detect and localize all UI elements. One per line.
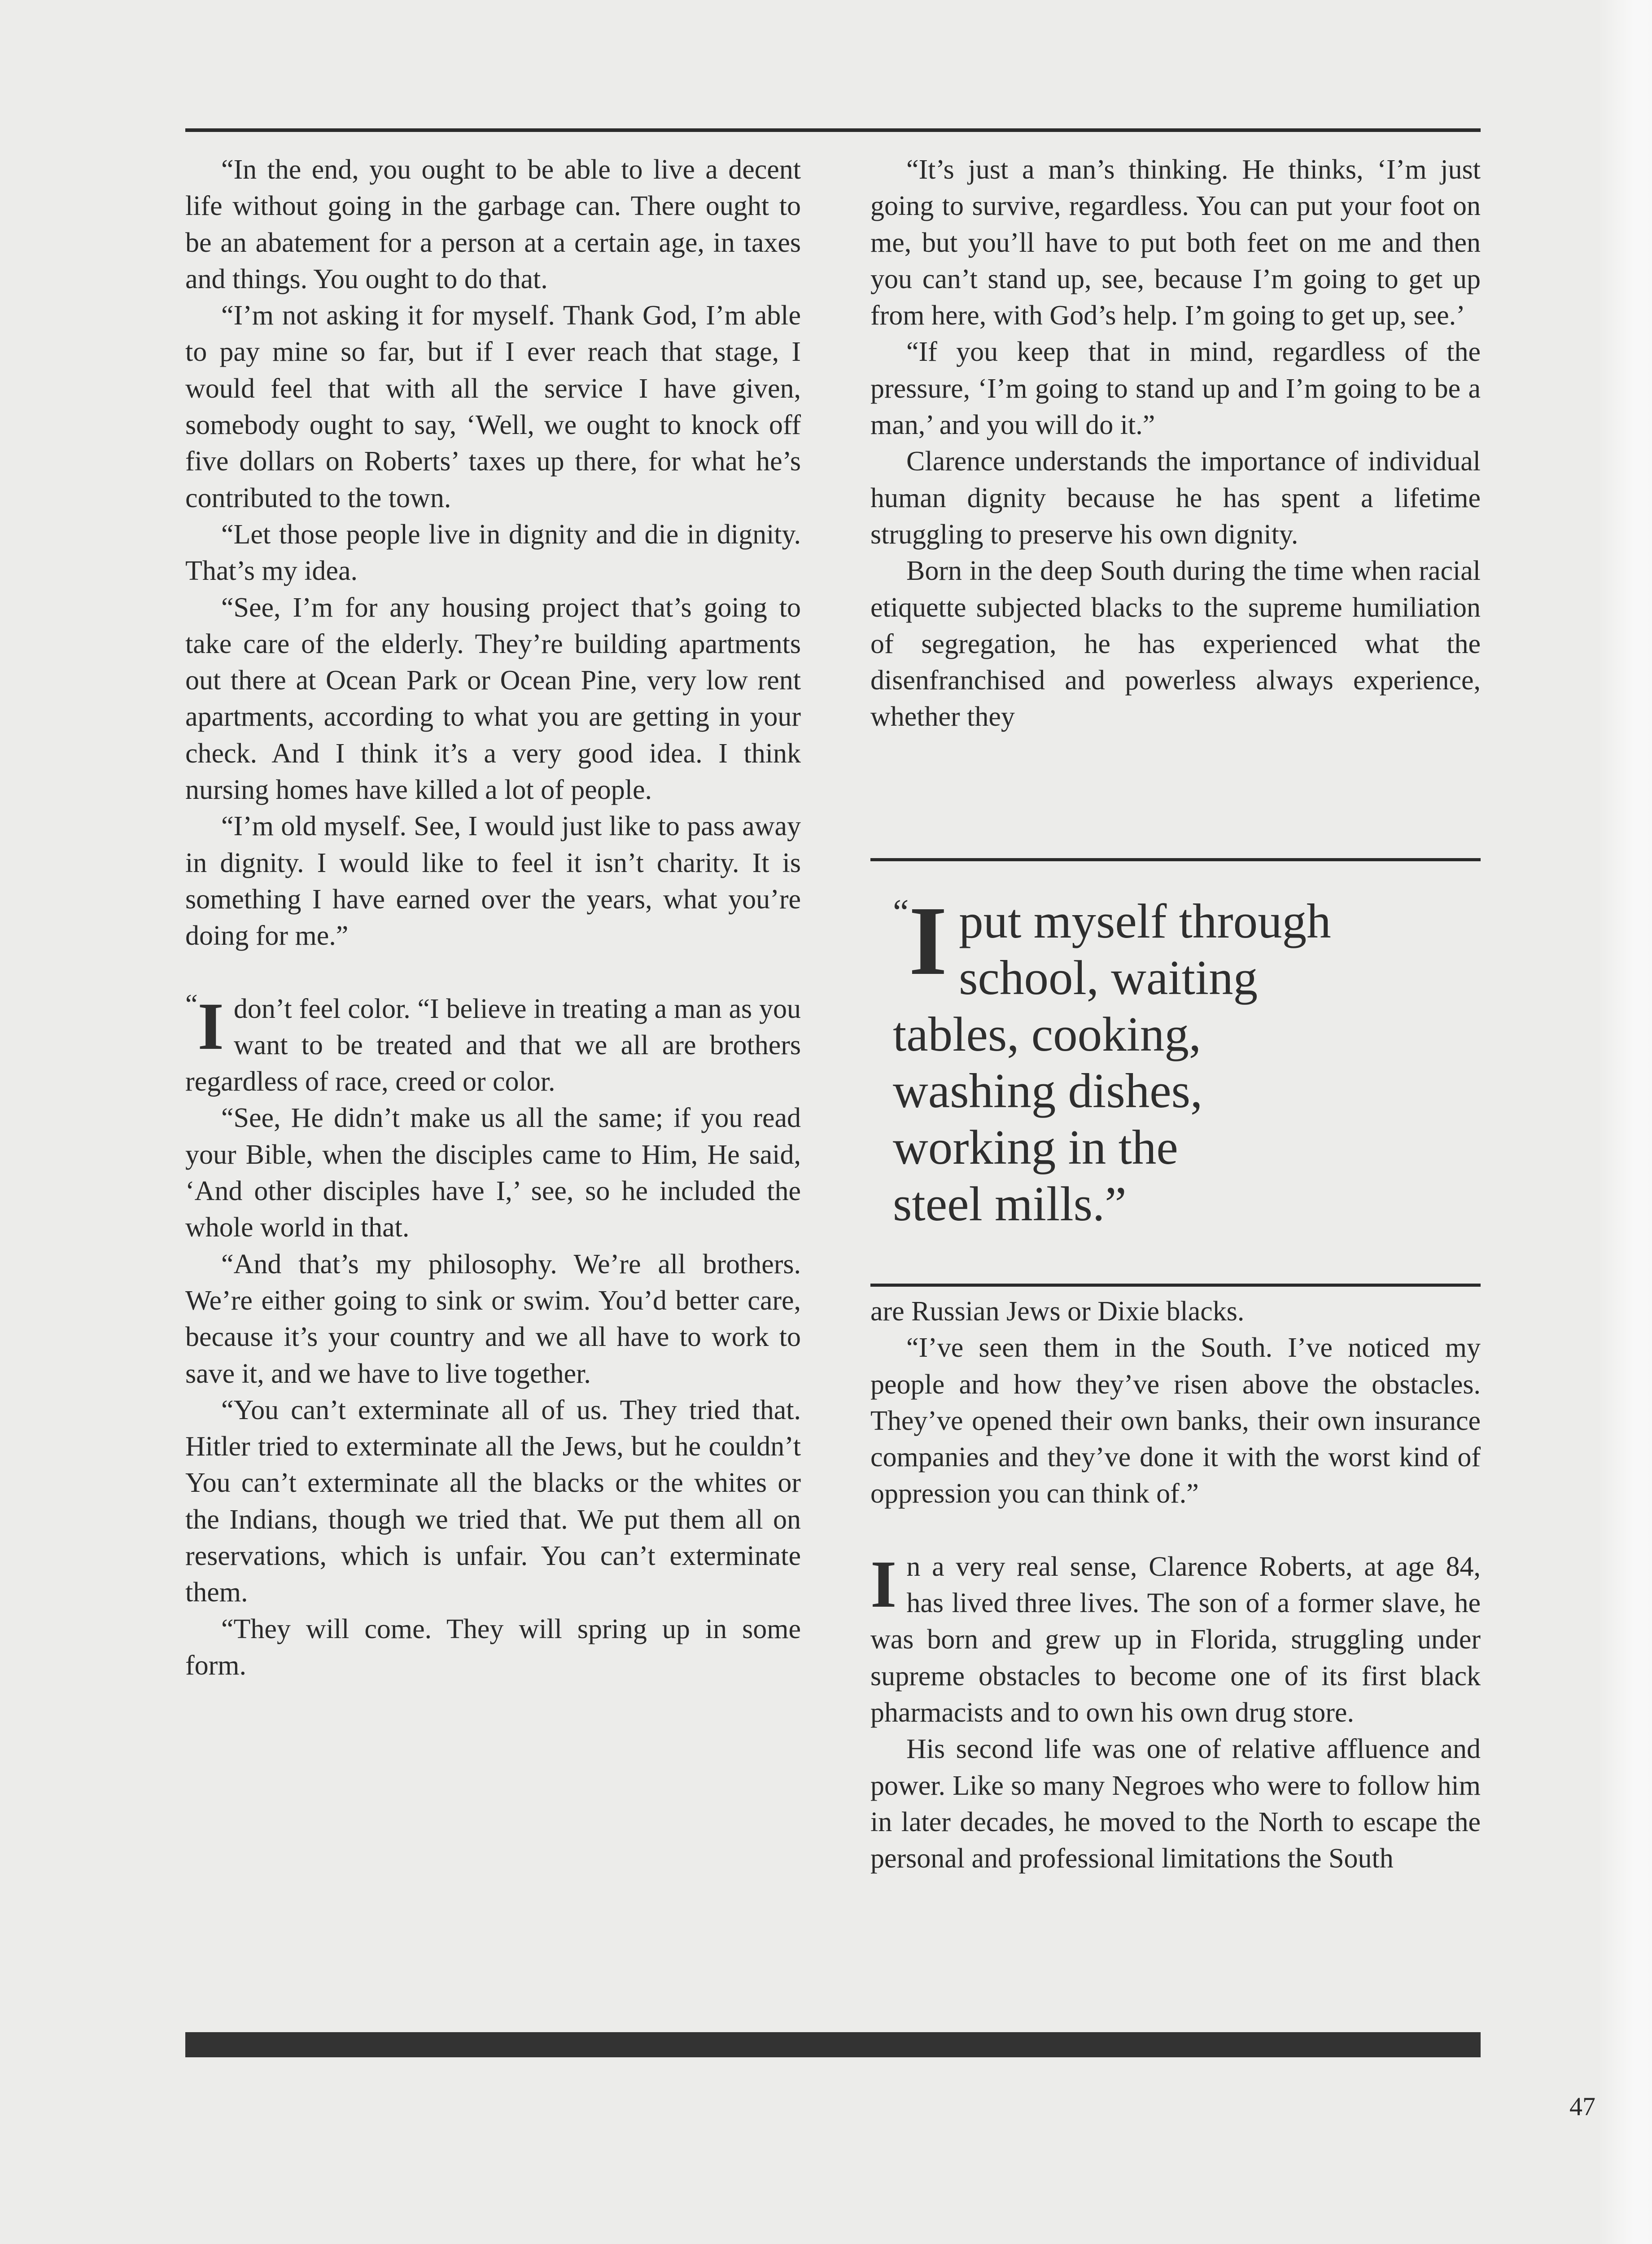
- dropcap-paragraph: [870, 1549, 1481, 1731]
- paragraph: “See, I’m for any housing project that’s going to take care of the elderly. They’re building apartments out there at Ocean Park or Ocean Pine, very low rent apartments, according to what you are getting in your check. And I think it’s a very good idea. I think nursing homes have killed a lot of people.: [185, 592, 801, 806]
- paragraph: “It’s just a man’s thinking. He thinks, ‘I’m just going to survive, regardless. You can put your foot on me, but you’ll have to put both feet on me and then you can’t stand up, see, because I’m going to get up from here, with God’s help. I’m going to get up, see.’: [870, 154, 1481, 331]
- page-edge-shadow: [1598, 0, 1652, 2244]
- pull-quote-line: steel mills.”: [893, 1177, 1127, 1231]
- paragraph: “I’m old myself. See, I would just like to pass away in dignity. I would like to feel it isn’t charity. It is something I have earned over the years, what you’re doing for me.”: [185, 811, 801, 951]
- dropcap-letter: I: [870, 1547, 897, 1622]
- pull-quote: [893, 886, 1476, 1232]
- paragraph: Clarence understands the importance of individual human dignity because he has spent a lifetime struggling to preserve his own dignity.: [870, 446, 1481, 550]
- right-column-top: [870, 130, 1481, 736]
- spacer: [870, 130, 1481, 152]
- pull-quote-dropcap: I: [909, 886, 948, 995]
- paragraph: “I’m not asking it for myself. Thank God, I’m able to pay mine so far, but if I ever reach that stage, I would feel that with all the service I have given, somebody ought to say, ‘Well, we ought to knock off five dollars on Roberts’ taxes up there, for what he’s contributed to the town.: [185, 300, 801, 513]
- pull-quote-line: working in the: [893, 1120, 1178, 1175]
- paragraph: “In the end, you ought to be able to live a decent life without going in the garbage can. There ought to be an abatement for a person at a certain age, in taxes and things. You ought to do that.: [185, 154, 801, 294]
- pull-quote-line: tables, cooking,: [893, 1007, 1202, 1061]
- paragraph-text: don’t feel color. “I believe in treating a man as you want to be treated and that we all are brothers regardless of race, creed or color.: [185, 993, 801, 1097]
- paragraph: “See, He didn’t make us all the same; if you read your Bible, when the disciples came to Him, He said, ‘And other disciples have I,’ see, so he included the whole world in that.: [185, 1103, 801, 1243]
- pull-quote-top-rule: [870, 858, 1481, 861]
- dropcap-paragraph: [185, 991, 801, 1100]
- section-gap: [870, 1512, 1481, 1549]
- section-gap: [185, 955, 801, 991]
- spacer: [185, 130, 801, 152]
- dropcap-letter: I: [197, 989, 224, 1064]
- paragraph: “I’ve seen them in the South. I’ve noticed my people and how they’ve risen above the obstacles. They’ve opened their own banks, their own insurance companies and they’ve done it with the worst kind of oppression you can think of.”: [870, 1332, 1481, 1509]
- page-number: 47: [1569, 2092, 1595, 2121]
- paragraph: Born in the deep South during the time when racial etiquette subjected blacks to the supreme humiliation of segregation, he has experienced what the disenfranchised and powerless always experience, whether they: [870, 556, 1481, 732]
- paragraph: “And that’s my philosophy. We’re all brothers. We’re either going to sink or swim. You’d better care, because it’s your country and we all have to work to save it, and we have to live together.: [185, 1249, 801, 1389]
- pull-quote-line: washing dishes,: [893, 1064, 1203, 1118]
- paragraph-text: n a very real sense, Clarence Roberts, at age 84, has lived three lives. The son of a former slave, he was born and grew up in Florida, struggling under supreme obstacles to become one of its first black pharmacists and to own his own drug store.: [870, 1551, 1481, 1728]
- pull-quote-line: school, waiting: [959, 951, 1258, 1005]
- paragraph: “If you keep that in mind, regardless of the pressure, ‘I’m going to stand up and I’m going to be a man,’ and you will do it.”: [870, 337, 1481, 441]
- paragraph: “They will come. They will spring up in some form.: [185, 1613, 801, 1681]
- paragraph: are Russian Jews or Dixie blacks.: [870, 1296, 1245, 1327]
- right-column-bottom: [870, 1293, 1481, 1877]
- paragraph: “You can’t exterminate all of us. They tried that. Hitler tried to exterminate all the Jews, but he couldn’t You can’t exterminate all the blacks or the whites or the Indians, though we tried that. We put them all on reservations, which is unfair. You can’t exterminate them.: [185, 1394, 801, 1608]
- pull-quote-line: put myself through: [959, 894, 1331, 948]
- left-column: [185, 130, 801, 1684]
- bottom-rule-bar: [185, 2032, 1481, 2057]
- paragraph: “Let those people live in dignity and die in dignity. That’s my idea.: [185, 519, 801, 587]
- pull-quote-open-mark: “: [893, 893, 909, 932]
- paragraph: His second life was one of relative affluence and power. Like so many Negroes who were to follow him in later decades, he moved to the North to escape the personal and professional limitations the South: [870, 1734, 1481, 1874]
- pull-quote-bottom-rule: [870, 1284, 1481, 1287]
- dropcap-open-quote: “: [185, 989, 198, 1020]
